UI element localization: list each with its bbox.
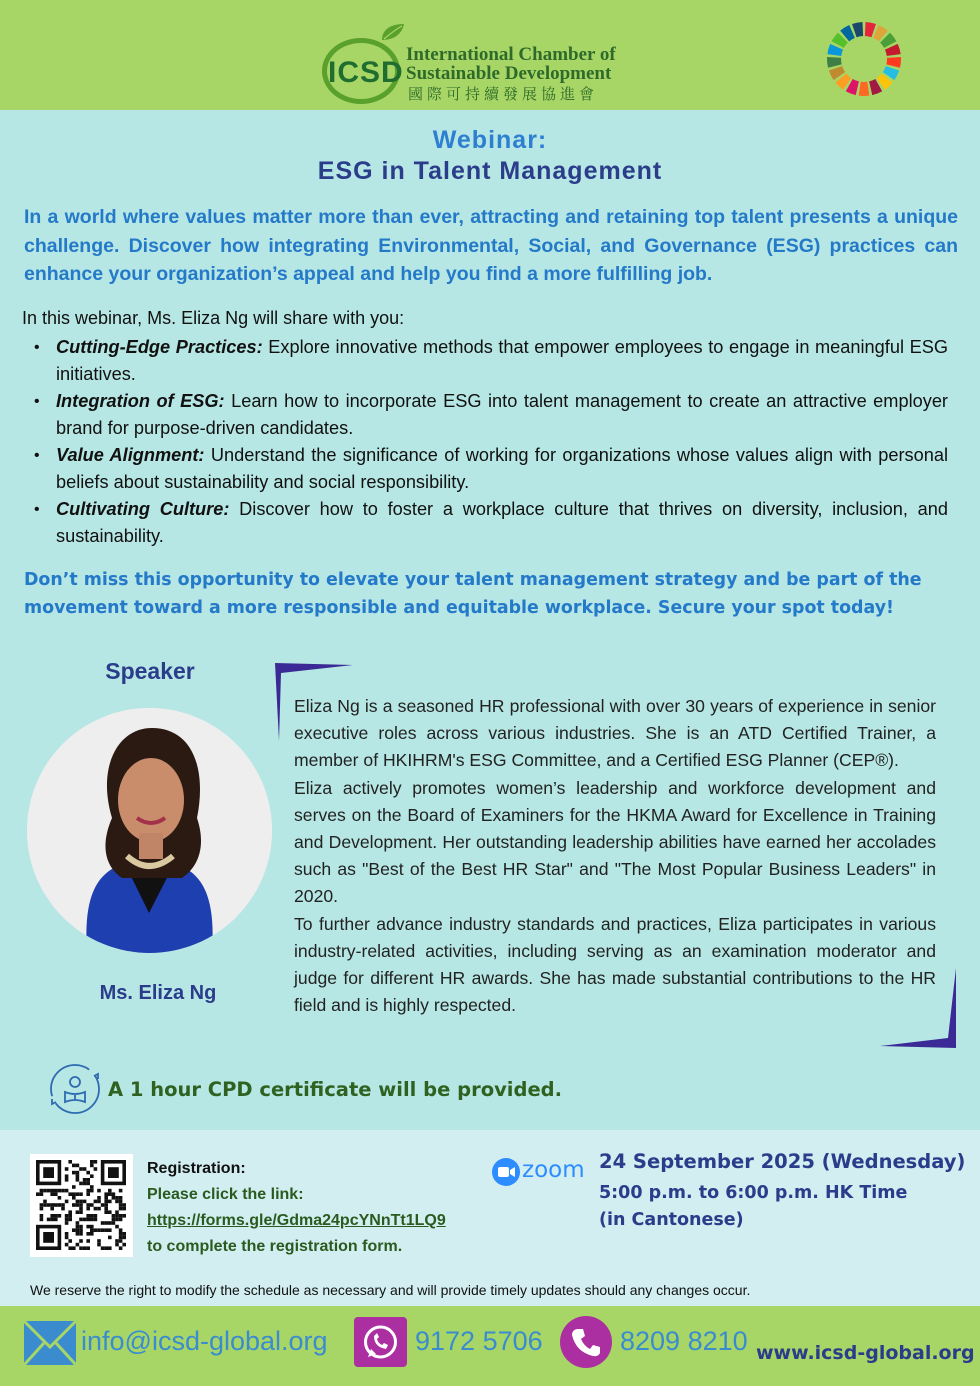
- bio-paragraph: Eliza Ng is a seasoned HR professional with over 30 years of experience in senior executive roles across various industries. She is an ATD Certified Trainer, a member of HKIHRM's ESG Committee, and a Certified ESG Planner (CEP®).: [294, 696, 936, 771]
- bullet-text: Learn how to incorporate ESG into talent management to create an attractive employer brand for purpose-driven candidates.: [56, 391, 948, 438]
- bio-paragraph: To further advance industry standards and practices, Eliza participates in various industry-related activities, including serving as an examination moderator and judge for different HR awards. She has made substantial contributions to the HR field and is highly respected.: [294, 913, 936, 1016]
- registration-link[interactable]: https://forms.gle/Gdma24pcYNnTt1LQ9: [147, 1212, 446, 1229]
- speaker-heading: Speaker: [105, 658, 195, 684]
- cpd-certificate-note: A 1 hour CPD certificate will be provided.: [108, 1078, 563, 1101]
- list-item: [30, 388, 948, 442]
- page-title: ESG in Talent Management: [317, 157, 663, 185]
- logo-name-chinese: 國際可持續發展協進會: [408, 85, 599, 103]
- list-item: [30, 334, 948, 388]
- schedule-disclaimer: We reserve the right to modify the schedule as necessary and will provide timely updates should any changes occur.: [30, 1282, 751, 1298]
- phone-number[interactable]: 8209 8210: [620, 1326, 748, 1356]
- phone-icon: [560, 1316, 612, 1368]
- zoom-camera-icon: [492, 1158, 520, 1186]
- topics-list: [30, 334, 948, 550]
- whatsapp-number[interactable]: 9172 5706: [415, 1326, 543, 1356]
- speaker-bio: [294, 693, 936, 1019]
- sdg-segment: [859, 82, 870, 96]
- bullet-text: Explore innovative methods that empower employees to engage in meaningful ESG initiatives.: [56, 337, 948, 384]
- bio-paragraph: Eliza actively promotes women’s leadership and workforce development and serves on the Board of Examiners for the HKMA Award for Excellence in Training and Development. Her outstanding leadership abilities have earned her accolades such as "Best of the Best HR Star" and "The Most Popular Business Leaders" in 2020.: [294, 777, 936, 907]
- speaker-portrait-image: [27, 708, 272, 953]
- whatsapp-icon: [354, 1317, 407, 1367]
- share-intro-line: In this webinar, Ms. Eliza Ng will share with you:: [22, 308, 405, 328]
- bullet-title: Cultivating Culture:: [56, 499, 230, 519]
- mail-icon: [23, 1317, 77, 1369]
- speaker-photo: [27, 708, 272, 953]
- bullet-title: Value Alignment:: [56, 445, 205, 465]
- bullet-dot: •: [34, 447, 40, 464]
- event-date: 24 September 2025 (Wednesday): [599, 1150, 966, 1173]
- certificate-icon: [48, 1062, 102, 1116]
- bullet-text: Discover how to foster a workplace culture that thrives on diversity, inclusion, and sustainability.: [56, 499, 948, 546]
- bullet-dot: •: [34, 393, 40, 410]
- event-language: (in Cantonese): [599, 1210, 744, 1230]
- bullet-dot: •: [34, 501, 40, 518]
- registration-instruction-end: to complete the registration form.: [147, 1238, 403, 1255]
- zoom-logo: [492, 1155, 588, 1187]
- webinar-label: Webinar:: [432, 126, 548, 154]
- sdg-segment: [827, 57, 842, 68]
- bullet-title: Integration of ESG:: [56, 391, 225, 411]
- bullet-title: Cutting-Edge Practices:: [56, 337, 263, 357]
- list-item: [30, 496, 948, 550]
- contact-email[interactable]: info@icsd-global.org: [81, 1326, 328, 1356]
- list-item: [30, 442, 948, 496]
- speaker-name: Ms. Eliza Ng: [99, 982, 217, 1004]
- logo-name-line2: Sustainable Development: [406, 63, 612, 84]
- sdg-segment: [852, 22, 863, 37]
- logo-name-line1: International Chamber of: [406, 44, 616, 65]
- closing-call-to-action: Don’t miss this opportunity to elevate your talent management strategy and be part of the movement toward a more responsible and equitable workplace. Secure your spot today!: [24, 570, 922, 618]
- zoom-wordmark: zoom: [522, 1157, 585, 1183]
- leaf-icon: [380, 22, 406, 42]
- registration-instruction: Please click the link:: [147, 1186, 304, 1203]
- logo-abbreviation: ICSD: [328, 56, 404, 89]
- website-link[interactable]: www.icsd-global.org: [756, 1342, 975, 1364]
- qr-code-icon[interactable]: [30, 1154, 133, 1257]
- registration-title: Registration:: [147, 1160, 246, 1177]
- icsd-logo: [322, 22, 662, 108]
- sdg-segment: [886, 57, 901, 68]
- sdg-segment: [865, 22, 876, 37]
- intro-paragraph: In a world where values matter more than ever, attracting and retaining top talent presents a unique challenge. Discover how integrating Environmental, Social, and Governance (ESG) practices can enhance your organization’s appeal and help you find a more fulfilling job.: [24, 206, 958, 285]
- event-time: 5:00 p.m. to 6:00 p.m. HK Time: [599, 1183, 908, 1203]
- bullet-text: Understand the significance of working for organizations whose values align with personal beliefs about sustainability and social responsibility.: [56, 445, 948, 492]
- bullet-dot: •: [34, 339, 40, 356]
- sdg-wheel-icon: [826, 21, 902, 97]
